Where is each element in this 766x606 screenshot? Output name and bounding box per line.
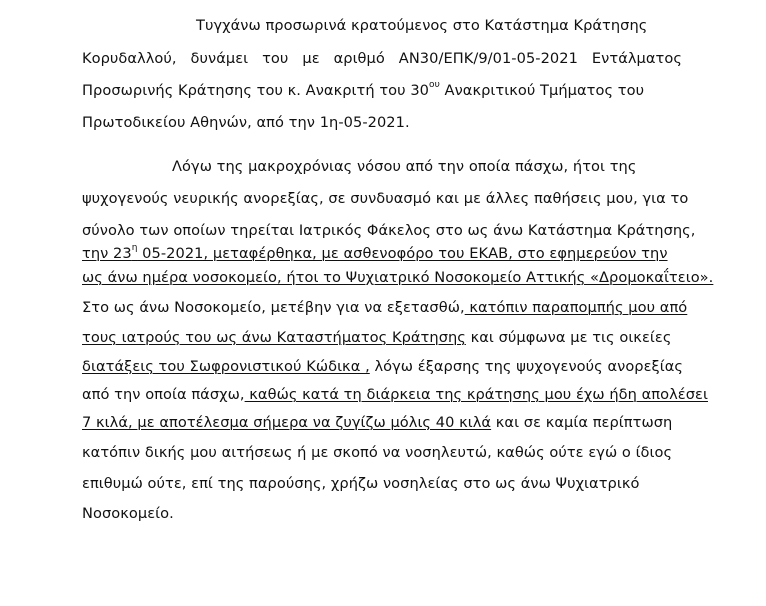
p2-line-7 [82,328,671,348]
ordinal-suffix: ου [429,80,440,91]
p1-line-4: Πρωτοδικείου Αθηνών, από την 1η-05-2021. [82,114,410,131]
p2-line-9-a: από την οποία πάσχω, [82,386,245,403]
p2-line-8-b: λόγω έξαρσης της ψυχογενούς ανορεξίας [369,358,684,375]
p2-line-4 [82,244,668,264]
p1-line-3 [82,81,644,101]
p2-line-10 [82,413,672,433]
p1-line-3-a: Προσωρινής Κράτησης του κ. Ανακριτή του 30 [82,82,430,99]
p2-line-11: κατόπιν δικής μου αιτήσεως ή με σκοπό να νοσηλευτώ, καθώς ούτε εγώ ο ίδιος [82,444,673,461]
p2-line-3: σύνολο των οποίων τηρείται Ιατρικός Φάκελος στο ως άνω Κατάστημα Κράτησης, [82,222,696,239]
p1-line-1: Τυγχάνω προσωρινά κρατούμενος στο Κατάστημα Κράτησης [196,17,648,34]
p2-line-7-a: τους ιατρούς του ως άνω Καταστήματος Κράτησης [82,329,466,346]
p1-line-2: Κορυδαλλού, δυνάμει του με αριθμό ΑΝ30/ΕΠΚ/9/01-05-2021 Εντάλματος [82,50,682,67]
p2-line-1: Λόγω της μακροχρόνιας νόσου από την οποία πάσχω, ήτοι της [172,158,637,175]
p1-line-3-b: Ανακριτικού Τμήματος του [439,82,645,99]
p2-line-5: ως άνω ημέρα νοσοκομείο, ήτοι το Ψυχιατρικό Νοσοκομείο Αττικής «Δρομοκαΐτειο». [82,269,714,286]
p2-line-7-b: και σύμφωνα με τις οικείες [465,329,672,346]
p2-line-10-a: 7 κιλά, με αποτέλεσμα σήμερα να ζυγίζω μόλις 40 κιλά [82,414,492,431]
p2-line-8-a: διατάξεις του Σωφρονιστικού Κώδικα , [82,358,370,375]
ordinal-suffix: η [131,243,138,254]
p2-line-4-b: 05-2021, μεταφέρθηκα, με ασθενοφόρο του ΕΚΑΒ, στο εφημερεύον την [137,245,668,262]
p2-line-6-b: κατόπιν παραπομπής μου από [464,299,688,316]
p2-line-4-a: την 23 [82,245,132,262]
p2-line-6-a: Στο ως άνω Νοσοκομείο, μετέβην για να εξετασθώ, [82,299,465,316]
p2-line-8 [82,357,683,377]
p2-line-9-b: καθώς κατά τη διάρκεια της κράτησης μου έχω ήδη απολέσει [244,386,708,403]
p2-line-13: Νοσοκομείο. [82,505,174,522]
p2-line-6 [82,298,687,318]
p2-line-12: επιθυμώ ούτε, επί της παρούσης, χρήζω νοσηλείας στο ως άνω Ψυχιατρικό [82,475,640,492]
p2-line-2: ψυχογενούς νευρικής ανορεξίας, σε συνδυασμό και με άλλες παθήσεις μου, για το [82,190,689,207]
p2-line-10-b: και σε καμία περίπτωση [491,414,673,431]
p2-line-9 [82,385,708,405]
